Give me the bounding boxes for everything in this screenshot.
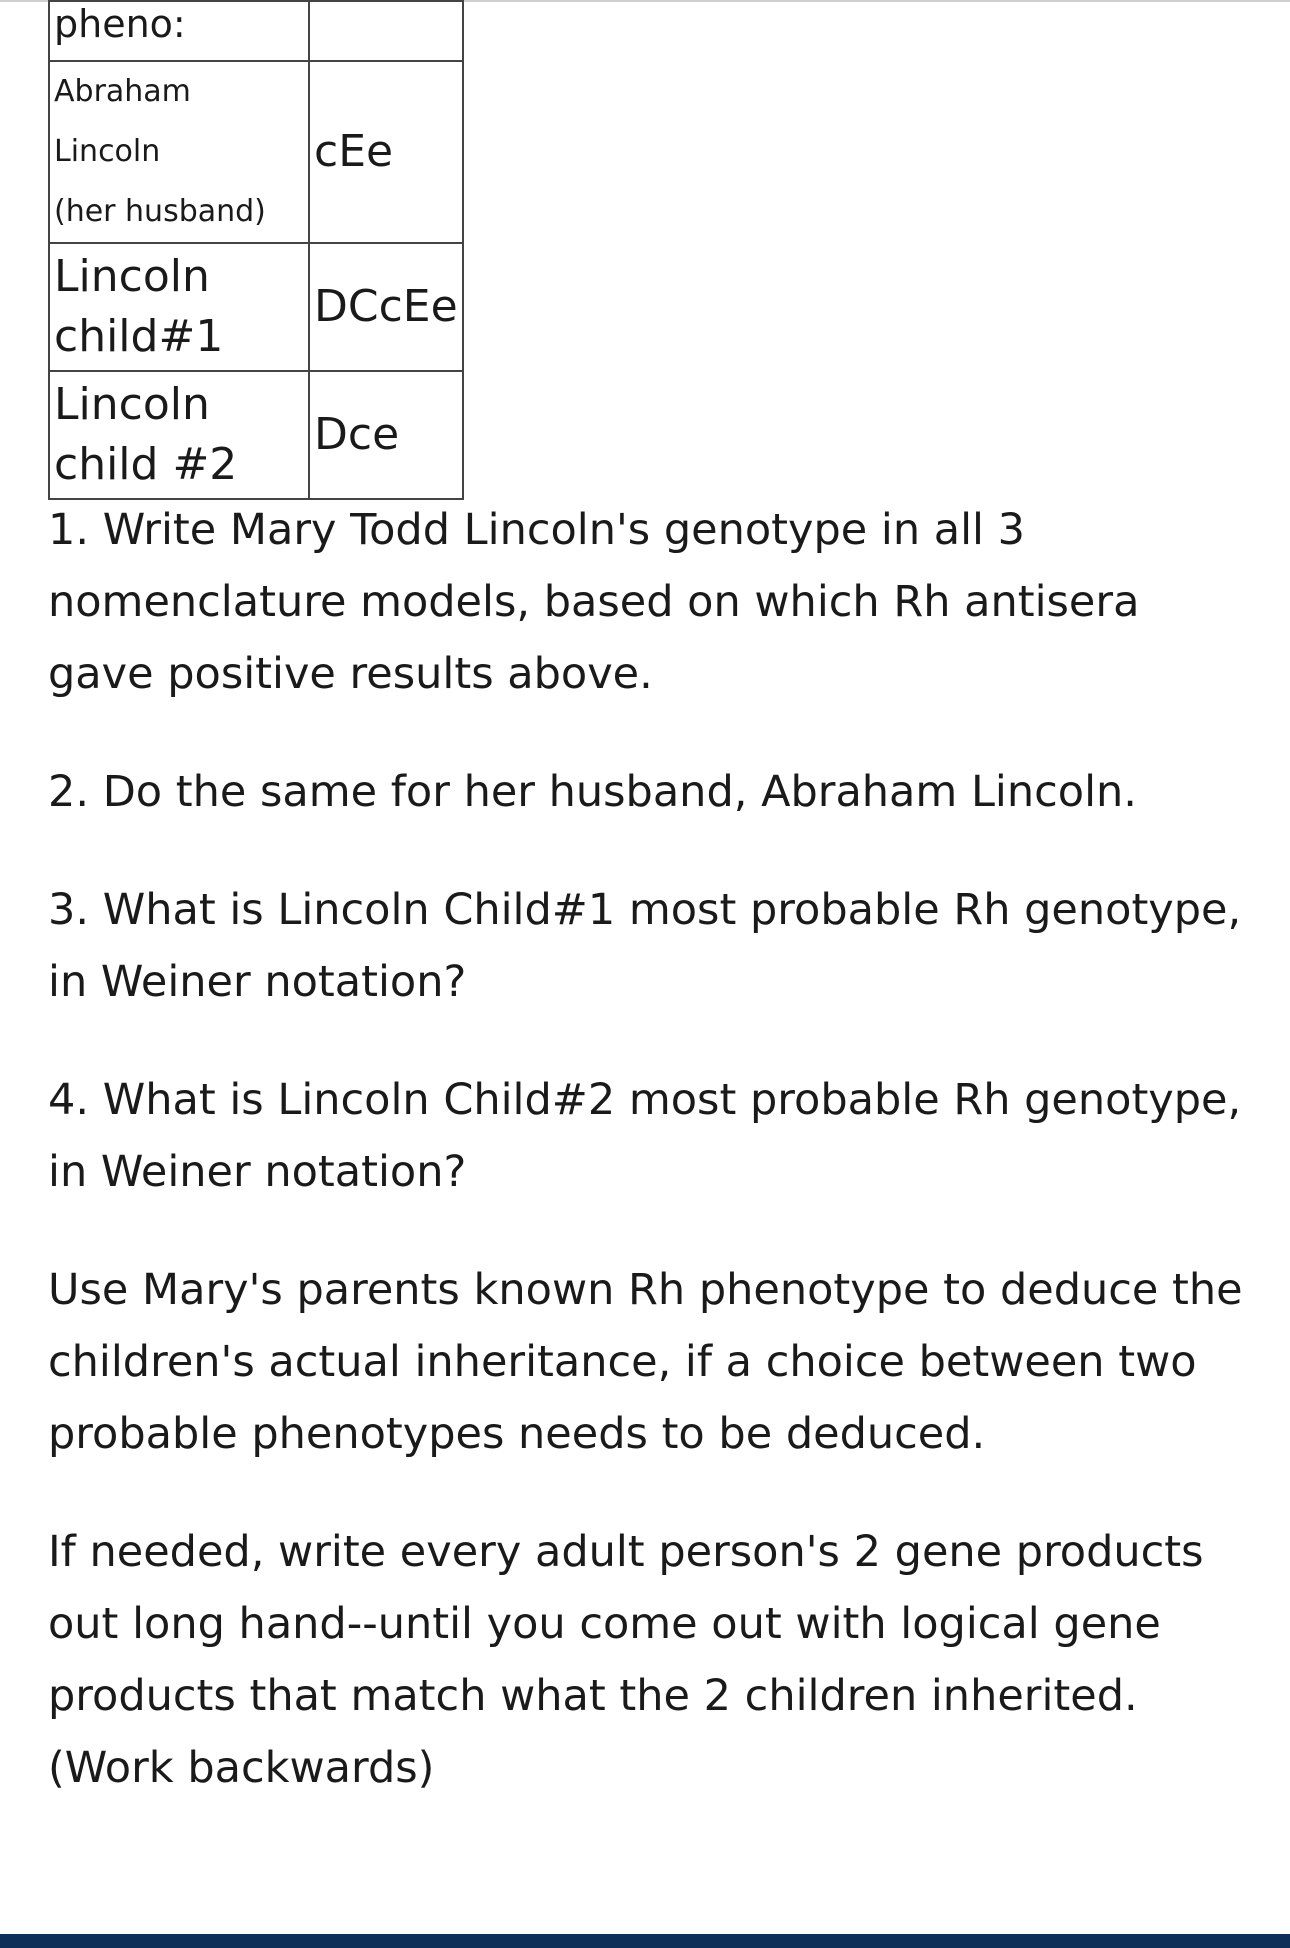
- table-row: [49, 1, 463, 61]
- person-name: Lincoln: [54, 251, 210, 302]
- person-cell: [49, 371, 309, 499]
- pheno-value: cEe: [314, 126, 394, 177]
- person-cell: [49, 243, 309, 371]
- bottom-bar: [0, 1934, 1290, 1948]
- phenotype-table: [48, 0, 464, 500]
- person-name: Lincoln: [54, 379, 210, 430]
- table-header-label: pheno:: [49, 1, 309, 61]
- question-4: 4. What is Lincoln Child#2 most probable Rh genotype, in Weiner notation?: [48, 1075, 1242, 1197]
- table-row: [49, 243, 463, 371]
- question-list: [48, 494, 1258, 1850]
- table-row: [49, 61, 463, 243]
- instruction-note-1: Use Mary's parents known Rh phenotype to deduce the children's actual inheritance, if a choice between two probable phenotypes needs to be deduced.: [48, 1265, 1243, 1459]
- question-3: 3. What is Lincoln Child#1 most probable Rh genotype, in Weiner notation?: [48, 885, 1242, 1007]
- pheno-cell: [309, 371, 463, 499]
- person-relation: child #2: [54, 439, 238, 490]
- table-row: [49, 371, 463, 499]
- person-relation: child#1: [54, 311, 224, 362]
- person-cell: [49, 61, 309, 243]
- question-2: 2. Do the same for her husband, Abraham Lincoln.: [48, 767, 1137, 817]
- pheno-cell: [309, 61, 463, 243]
- person-name: Abraham Lincoln: [54, 74, 191, 169]
- table-header-value: [309, 1, 463, 61]
- pheno-cell: [309, 243, 463, 371]
- pheno-value: Dce: [314, 409, 400, 460]
- instruction-note-2: If needed, write every adult person's 2 gene products out long hand--until you come out with logical gene products that match what the 2 children inherited. (Work backwards): [48, 1527, 1204, 1793]
- question-1: 1. Write Mary Todd Lincoln's genotype in all 3 nomenclature models, based on which Rh antisera gave positive results above.: [48, 505, 1140, 699]
- person-relation: (her husband): [54, 194, 266, 229]
- pheno-value: DCcEe: [314, 281, 458, 332]
